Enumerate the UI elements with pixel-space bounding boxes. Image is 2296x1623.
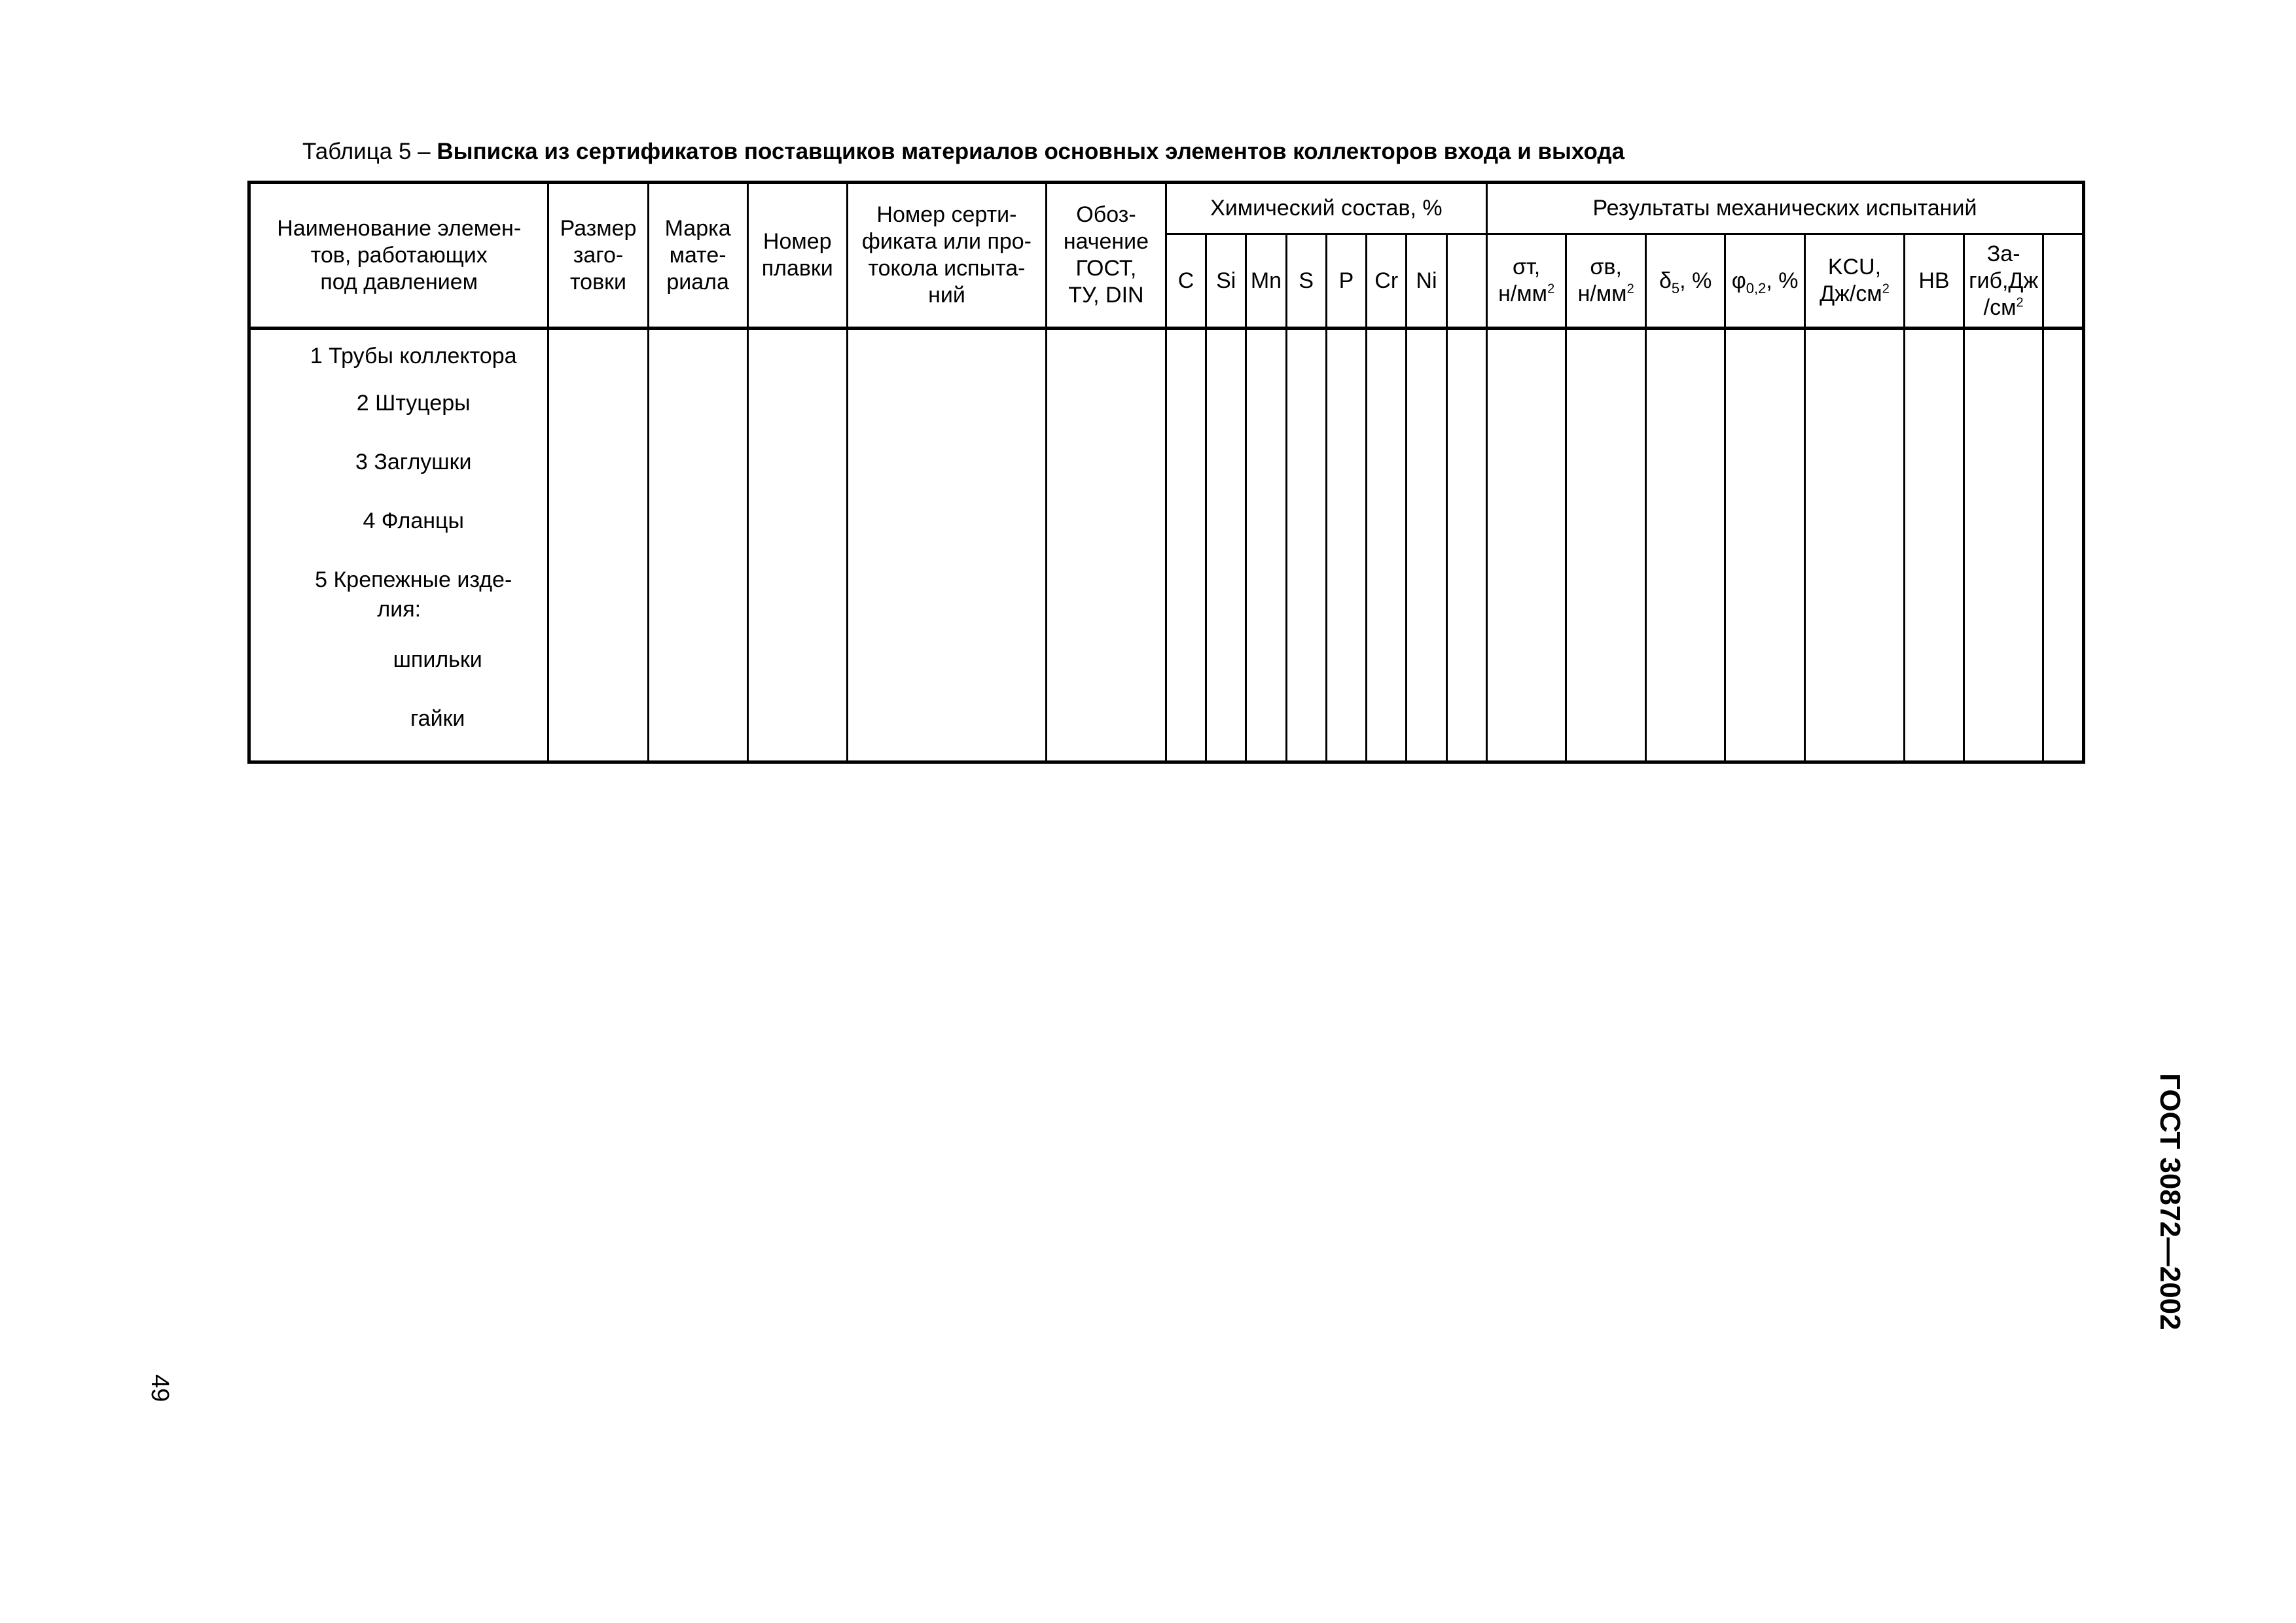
header-chem-s: S: [1286, 234, 1326, 329]
empty-cell: [747, 329, 847, 762]
empty-cell: [648, 329, 747, 762]
header-chem-p: P: [1326, 234, 1366, 329]
header-material-grade: [648, 183, 747, 329]
row-label: 2 Штуцеры: [356, 391, 471, 416]
unit-exponent: 2: [1626, 281, 1634, 296]
tensile-strength-unit: [1567, 281, 1645, 308]
empty-cell: [1367, 329, 1407, 762]
reduction-unit: , %: [1766, 268, 1799, 293]
header-cert-line: ний: [928, 283, 965, 308]
impact-unit: [1806, 281, 1903, 308]
header-chem-cr: Cr: [1367, 234, 1407, 329]
empty-cell: [1725, 329, 1805, 762]
row-label: гайки: [410, 706, 465, 731]
header-certificate-number: [847, 183, 1046, 329]
bend-line: [1965, 294, 2043, 321]
reduction-symbol: φ: [1731, 268, 1746, 293]
header-cert-line: Номер серти-: [876, 202, 1017, 227]
header-designation-line: ТУ, DIN: [1068, 283, 1144, 308]
header-mech-extra: [2043, 234, 2084, 329]
empty-cell: [1047, 329, 1166, 762]
header-name-line: под давлением: [320, 269, 478, 294]
certificate-table: [247, 181, 2085, 764]
header-name-line: тов, работающих: [310, 242, 488, 268]
tensile-strength-symbol: σв,: [1590, 255, 1622, 279]
unit-exponent: 2: [2016, 295, 2024, 310]
elongation-symbol: δ: [1659, 268, 1672, 293]
bend-line: гиб,Дж: [1969, 268, 2039, 293]
empty-cell: [1804, 329, 1904, 762]
header-melt-number: [747, 183, 847, 329]
element-names-cell: [249, 329, 548, 762]
empty-cell: [1206, 329, 1246, 762]
header-grade-line: риала: [666, 269, 729, 294]
empty-cell: [1446, 329, 1486, 762]
row-label: шпильки: [393, 647, 482, 672]
header-mechanical-tests: Результаты механических испытаний: [1486, 183, 2083, 234]
header-size-line: заго-: [573, 242, 624, 268]
header-chem-c: C: [1166, 234, 1206, 329]
empty-cell: [1407, 329, 1446, 762]
table-caption: [302, 137, 1624, 166]
unit-text: /см: [1983, 294, 2017, 320]
caption-title: Выписка из сертификатов поставщиков материалов основных элементов коллекторов входа и выхода: [437, 139, 1625, 164]
header-size-line: товки: [569, 269, 627, 294]
unit-exponent: 2: [1882, 281, 1890, 296]
reduction-subscript: 0,2: [1746, 279, 1767, 296]
empty-cell: [1286, 329, 1326, 762]
header-tensile-strength: [1566, 234, 1646, 329]
header-chem-extra: [1446, 234, 1486, 329]
bend-line: За-: [1986, 241, 2020, 266]
header-chemical-composition: Химический состав, %: [1166, 183, 1486, 234]
elongation-subscript: 5: [1671, 279, 1680, 296]
caption-prefix: Таблица 5 –: [302, 139, 437, 164]
empty-cell: [1964, 329, 2043, 762]
header-blank-size: [548, 183, 648, 329]
empty-cell: [1246, 329, 1286, 762]
header-chem-ni: Ni: [1407, 234, 1446, 329]
empty-cell: [1166, 329, 1206, 762]
header-impact-strength: [1804, 234, 1904, 329]
empty-cell: [548, 329, 648, 762]
yield-strength-symbol: σт,: [1513, 255, 1541, 279]
header-melt-line: плавки: [761, 256, 833, 281]
unit-text: Дж/см: [1820, 281, 1882, 306]
empty-cell: [2043, 329, 2084, 762]
header-designation-line: начение: [1063, 229, 1149, 254]
elongation-unit: , %: [1679, 268, 1712, 293]
header-hardness: HB: [1905, 234, 1964, 329]
unit-text: н/мм: [1498, 281, 1548, 306]
row-label-fasteners: [251, 565, 547, 645]
unit-exponent: 2: [1547, 281, 1555, 296]
header-elongation: [1645, 234, 1725, 329]
header-cert-line: фиката или про-: [861, 229, 1031, 254]
header-bend-test: [1964, 234, 2043, 329]
header-designation-line: ГОСТ,: [1075, 256, 1137, 281]
header-size-line: Размер: [560, 215, 637, 241]
standard-code: ГОСТ 30872—2002: [2154, 1073, 2186, 1330]
header-chem-mn: Mn: [1246, 234, 1286, 329]
empty-cell: [1326, 329, 1366, 762]
empty-cell: [1905, 329, 1964, 762]
header-designation-line: Обоз-: [1076, 202, 1136, 227]
header-name-line: Наименование элемен-: [277, 215, 522, 241]
row-label: 4 Фланцы: [363, 508, 464, 533]
page-number: 49: [146, 1374, 173, 1402]
row-label-line: лия:: [377, 597, 422, 622]
header-chem-si: Si: [1206, 234, 1246, 329]
header-melt-line: Номер: [762, 229, 832, 254]
empty-cell: [1486, 329, 1566, 762]
empty-cell: [847, 329, 1046, 762]
unit-text: н/мм: [1577, 281, 1627, 306]
header-element-name: [249, 183, 548, 329]
header-standard-designation: [1047, 183, 1166, 329]
header-grade-line: мате-: [669, 242, 726, 268]
empty-cell: [1566, 329, 1646, 762]
header-cert-line: токола испыта-: [868, 256, 1026, 281]
header-yield-strength: [1486, 234, 1566, 329]
impact-symbol: KCU,: [1827, 255, 1882, 279]
header-reduction-of-area: [1725, 234, 1805, 329]
row-label: 3 Заглушки: [355, 450, 472, 474]
yield-strength-unit: [1488, 281, 1566, 308]
header-grade-line: Марка: [664, 215, 731, 241]
row-label: 1 Трубы коллектора: [310, 344, 517, 368]
row-label-line: 5 Крепежные изде-: [315, 567, 512, 592]
empty-cell: [1645, 329, 1725, 762]
